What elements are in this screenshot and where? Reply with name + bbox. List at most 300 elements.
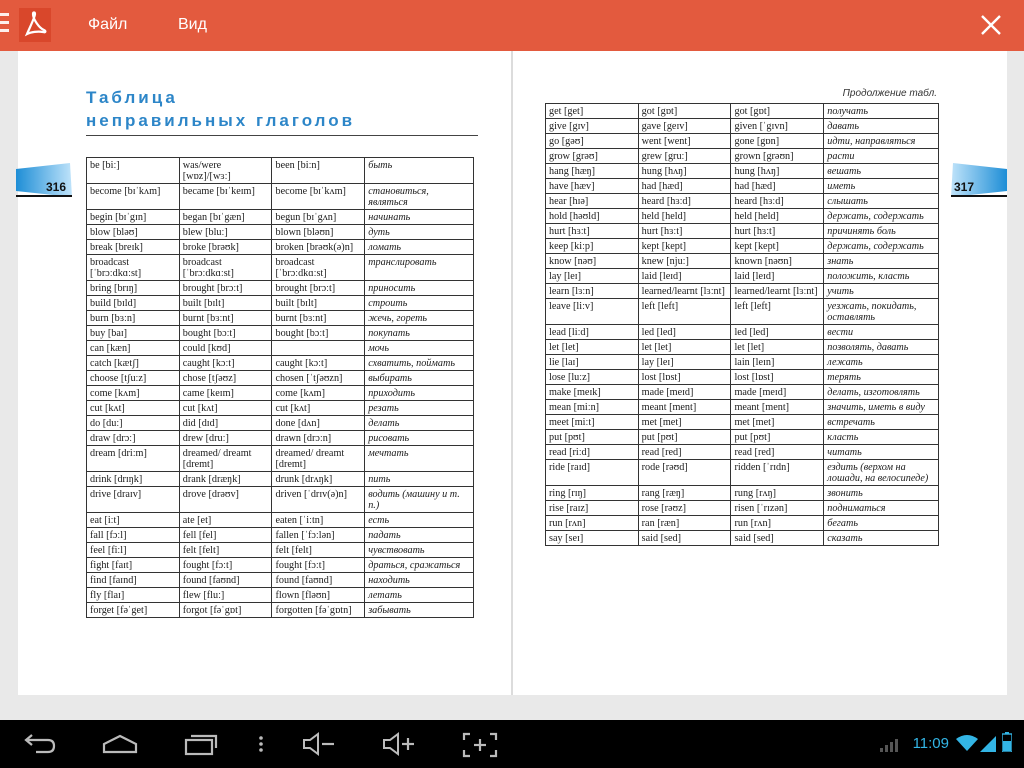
- infinitive-cell: begin [bɪˈgɪn]: [87, 210, 180, 225]
- verb-row: [546, 460, 939, 486]
- past-participle-cell: laid [leɪd]: [731, 269, 824, 284]
- page-number-left: 316: [46, 180, 67, 194]
- translation-cell: падать: [365, 528, 474, 543]
- past-simple-cell: felt [felt]: [179, 543, 272, 558]
- past-simple-cell: heard [hɜːd]: [638, 194, 731, 209]
- past-simple-cell: ate [et]: [179, 513, 272, 528]
- verb-row: [546, 486, 939, 501]
- past-simple-cell: hung [hʌŋ]: [638, 164, 731, 179]
- infinitive-cell: leave [liːv]: [546, 299, 639, 325]
- menu-file[interactable]: Файл: [88, 16, 128, 33]
- infinitive-cell: lay [leɪ]: [546, 269, 639, 284]
- past-participle-cell: driven [ˈdrɪv(ə)n]: [272, 487, 365, 513]
- past-simple-cell: fell [fel]: [179, 528, 272, 543]
- translation-cell: положить, класть: [824, 269, 939, 284]
- translation-cell: жечь, гореть: [365, 311, 474, 326]
- past-simple-cell: built [bɪlt]: [179, 296, 272, 311]
- translation-cell: водить (машину и т. п.): [365, 487, 474, 513]
- past-simple-cell: knew [njuː]: [638, 254, 731, 269]
- infinitive-cell: fall [fɔːl]: [87, 528, 180, 543]
- verb-row: [546, 194, 939, 209]
- infinitive-cell: be [biː]: [87, 158, 180, 184]
- translation-cell: причинять боль: [824, 224, 939, 239]
- past-participle-cell: learned/learnt [lɜːnt]: [731, 284, 824, 299]
- infinitive-cell: hold [həʊld]: [546, 209, 639, 224]
- infinitive-cell: get [get]: [546, 104, 639, 119]
- translation-cell: иметь: [824, 179, 939, 194]
- past-simple-cell: meant [ment]: [638, 400, 731, 415]
- verb-row: [546, 355, 939, 370]
- translation-cell: идти, направляться: [824, 134, 939, 149]
- verb-row: [87, 386, 474, 401]
- translation-cell: чувствовать: [365, 543, 474, 558]
- past-simple-cell: gave [geɪv]: [638, 119, 731, 134]
- infinitive-cell: come [kʌm]: [87, 386, 180, 401]
- past-simple-cell: caught [kɔːt]: [179, 356, 272, 371]
- verb-row: [546, 400, 939, 415]
- translation-cell: ездить (верхом на лошади, на велосипеде): [824, 460, 939, 486]
- signal-icon: [980, 734, 998, 752]
- past-participle-cell: met [met]: [731, 415, 824, 430]
- infinitive-cell: run [rʌn]: [546, 516, 639, 531]
- past-simple-cell: rang [ræŋ]: [638, 486, 731, 501]
- table-title-line1: Таблица: [86, 88, 178, 107]
- infinitive-cell: hear [hɪə]: [546, 194, 639, 209]
- infinitive-cell: give [gɪv]: [546, 119, 639, 134]
- verb-row: [546, 325, 939, 340]
- past-simple-cell: brought [brɔːt]: [179, 281, 272, 296]
- translation-cell: бегать: [824, 516, 939, 531]
- infinitive-cell: learn [lɜːn]: [546, 284, 639, 299]
- verb-row: [87, 240, 474, 255]
- infinitive-cell: make [meɪk]: [546, 385, 639, 400]
- translation-cell: приходить: [365, 386, 474, 401]
- translation-cell: драться, сражаться: [365, 558, 474, 573]
- infinitive-cell: drink [drɪŋk]: [87, 472, 180, 487]
- translation-cell: терять: [824, 370, 939, 385]
- translation-cell: получать: [824, 104, 939, 119]
- wifi-icon: [956, 735, 978, 751]
- past-participle-cell: heard [hɜːd]: [731, 194, 824, 209]
- translation-cell: учить: [824, 284, 939, 299]
- verb-row: [546, 254, 939, 269]
- verb-row: [546, 415, 939, 430]
- translation-cell: строить: [365, 296, 474, 311]
- infinitive-cell: become [bɪˈkʌm]: [87, 184, 180, 210]
- verb-row: [87, 225, 474, 240]
- verb-row: [87, 558, 474, 573]
- past-participle-cell: hung [hʌŋ]: [731, 164, 824, 179]
- infinitive-cell: cut [kʌt]: [87, 401, 180, 416]
- past-participle-cell: hurt [hɜːt]: [731, 224, 824, 239]
- infinitive-cell: build [bɪld]: [87, 296, 180, 311]
- verb-row: [546, 516, 939, 531]
- system-navigation-bar: [0, 720, 1024, 768]
- translation-cell: делать, изготовлять: [824, 385, 939, 400]
- verb-row: [87, 588, 474, 603]
- battery-icon: [1002, 732, 1012, 752]
- translation-cell: держать, содержать: [824, 239, 939, 254]
- past-simple-cell: led [led]: [638, 325, 731, 340]
- menu-view[interactable]: Вид: [178, 16, 207, 33]
- verb-row: [87, 311, 474, 326]
- translation-cell: покупать: [365, 326, 474, 341]
- infinitive-cell: can [kæn]: [87, 341, 180, 356]
- past-participle-cell: known [nəʊn]: [731, 254, 824, 269]
- past-simple-cell: rode [rəʊd]: [638, 460, 731, 486]
- verb-row: [87, 446, 474, 472]
- past-simple-cell: broke [brəʊk]: [179, 240, 272, 255]
- past-participle-cell: come [kʌm]: [272, 386, 365, 401]
- infinitive-cell: have [hæv]: [546, 179, 639, 194]
- past-participle-cell: lain [leɪn]: [731, 355, 824, 370]
- page-number-right: 317: [954, 180, 975, 194]
- past-participle-cell: broken [brəʊk(ə)n]: [272, 240, 365, 255]
- past-simple-cell: dreamed/ dreamt [dremt]: [179, 446, 272, 472]
- verb-row: [87, 158, 474, 184]
- app-toolbar: [0, 0, 1024, 51]
- past-simple-cell: lay [leɪ]: [638, 355, 731, 370]
- infinitive-cell: let [let]: [546, 340, 639, 355]
- past-participle-cell: rung [rʌŋ]: [731, 486, 824, 501]
- translation-cell: делать: [365, 416, 474, 431]
- infinitive-cell: ring [rɪŋ]: [546, 486, 639, 501]
- signal-bars-icon: [880, 736, 902, 752]
- past-participle-cell: held [held]: [731, 209, 824, 224]
- past-participle-cell: fallen [ˈfɔːlən]: [272, 528, 365, 543]
- verb-row: [546, 385, 939, 400]
- translation-cell: держать, содержать: [824, 209, 939, 224]
- infinitive-cell: choose [tʃuːz]: [87, 371, 180, 386]
- translation-cell: уезжать, покидать, оставлять: [824, 299, 939, 325]
- past-participle-cell: become [bɪˈkʌm]: [272, 184, 365, 210]
- past-simple-cell: was/were [wɒz]/[wɜː]: [179, 158, 272, 184]
- verb-row: [87, 184, 474, 210]
- past-simple-cell: read [red]: [638, 445, 731, 460]
- past-participle-cell: cut [kʌt]: [272, 401, 365, 416]
- overflow-menu-icon[interactable]: [256, 730, 266, 758]
- translation-cell: ломать: [365, 240, 474, 255]
- translation-cell: мочь: [365, 341, 474, 356]
- infinitive-cell: do [duː]: [87, 416, 180, 431]
- translation-cell: лежать: [824, 355, 939, 370]
- infinitive-cell: dream [driːm]: [87, 446, 180, 472]
- past-simple-cell: made [meɪd]: [638, 385, 731, 400]
- infinitive-cell: read [riːd]: [546, 445, 639, 460]
- infinitive-cell: hang [hæŋ]: [546, 164, 639, 179]
- verb-row: [87, 281, 474, 296]
- translation-cell: расти: [824, 149, 939, 164]
- past-simple-cell: said [sed]: [638, 531, 731, 546]
- verb-row: [87, 296, 474, 311]
- past-simple-cell: burnt [bɜːnt]: [179, 311, 272, 326]
- past-participle-cell: eaten [ˈiːtn]: [272, 513, 365, 528]
- verb-row: [87, 255, 474, 281]
- past-participle-cell: begun [bɪˈgʌn]: [272, 210, 365, 225]
- verb-row: [87, 326, 474, 341]
- past-simple-cell: put [pʊt]: [638, 430, 731, 445]
- past-participle-cell: chosen [ˈtʃəʊzn]: [272, 371, 365, 386]
- translation-cell: давать: [824, 119, 939, 134]
- past-participle-cell: drawn [drɔːn]: [272, 431, 365, 446]
- translation-cell: быть: [365, 158, 474, 184]
- verb-row: [546, 531, 939, 546]
- translation-cell: вешать: [824, 164, 939, 179]
- verb-row: [546, 134, 939, 149]
- infinitive-cell: buy [baɪ]: [87, 326, 180, 341]
- status-clock: 11:09: [912, 735, 949, 752]
- verb-row: [546, 149, 939, 164]
- past-simple-cell: forgot [fəˈgɒt]: [179, 603, 272, 618]
- verb-row: [87, 431, 474, 446]
- past-participle-cell: built [bɪlt]: [272, 296, 365, 311]
- past-simple-cell: drew [druː]: [179, 431, 272, 446]
- verb-row: [546, 340, 939, 355]
- verb-row: [87, 416, 474, 431]
- infinitive-cell: put [pʊt]: [546, 430, 639, 445]
- infinitive-cell: fly [flaɪ]: [87, 588, 180, 603]
- translation-cell: резать: [365, 401, 474, 416]
- verb-row: [546, 179, 939, 194]
- past-participle-cell: felt [felt]: [272, 543, 365, 558]
- past-simple-cell: drank [dræŋk]: [179, 472, 272, 487]
- past-simple-cell: met [met]: [638, 415, 731, 430]
- past-participle-cell: led [led]: [731, 325, 824, 340]
- translation-cell: выбирать: [365, 371, 474, 386]
- infinitive-cell: find [faɪnd]: [87, 573, 180, 588]
- past-participle-cell: caught [kɔːt]: [272, 356, 365, 371]
- volume-up-icon[interactable]: [380, 730, 418, 758]
- past-participle-cell: kept [kept]: [731, 239, 824, 254]
- infinitive-cell: lead [liːd]: [546, 325, 639, 340]
- translation-cell: класть: [824, 430, 939, 445]
- infinitive-cell: grow [grəʊ]: [546, 149, 639, 164]
- irregular-verbs-table-left: [86, 157, 474, 618]
- past-simple-cell: held [held]: [638, 209, 731, 224]
- pdf-app-logo-icon: [18, 7, 52, 43]
- past-participle-cell: meant [ment]: [731, 400, 824, 415]
- verb-row: [546, 370, 939, 385]
- translation-cell: транслировать: [365, 255, 474, 281]
- past-simple-cell: could [kʊd]: [179, 341, 272, 356]
- past-participle-cell: had [hæd]: [731, 179, 824, 194]
- past-simple-cell: cut [kʌt]: [179, 401, 272, 416]
- past-participle-cell: done [dʌn]: [272, 416, 365, 431]
- verb-row: [546, 239, 939, 254]
- past-simple-cell: ran [ræn]: [638, 516, 731, 531]
- past-simple-cell: had [hæd]: [638, 179, 731, 194]
- past-participle-cell: found [faʊnd]: [272, 573, 365, 588]
- past-participle-cell: burnt [bɜːnt]: [272, 311, 365, 326]
- past-simple-cell: learned/learnt [lɜːnt]: [638, 284, 731, 299]
- infinitive-cell: break [breɪk]: [87, 240, 180, 255]
- verb-row: [546, 430, 939, 445]
- infinitive-cell: drive [draɪv]: [87, 487, 180, 513]
- past-participle-cell: [272, 341, 365, 356]
- translation-cell: начинать: [365, 210, 474, 225]
- infinitive-cell: lose [luːz]: [546, 370, 639, 385]
- verb-row: [87, 513, 474, 528]
- past-participle-cell: drunk [drʌŋk]: [272, 472, 365, 487]
- infinitive-cell: blow [bləʊ]: [87, 225, 180, 240]
- past-participle-cell: flown [fləʊn]: [272, 588, 365, 603]
- translation-cell: значить, иметь в виду: [824, 400, 939, 415]
- past-simple-cell: began [bɪˈgæn]: [179, 210, 272, 225]
- past-participle-cell: got [gɒt]: [731, 104, 824, 119]
- translation-cell: есть: [365, 513, 474, 528]
- translation-cell: находить: [365, 573, 474, 588]
- translation-cell: дуть: [365, 225, 474, 240]
- past-participle-cell: gone [gɒn]: [731, 134, 824, 149]
- past-simple-cell: got [gɒt]: [638, 104, 731, 119]
- infinitive-cell: go [gəʊ]: [546, 134, 639, 149]
- past-simple-cell: fought [fɔːt]: [179, 558, 272, 573]
- title-underline: [86, 135, 478, 136]
- screenshot-icon[interactable]: [460, 730, 500, 758]
- translation-cell: мечтать: [365, 446, 474, 472]
- verb-row: [546, 445, 939, 460]
- past-simple-cell: found [faʊnd]: [179, 573, 272, 588]
- past-simple-cell: went [went]: [638, 134, 731, 149]
- past-participle-cell: left [left]: [731, 299, 824, 325]
- verb-row: [87, 210, 474, 225]
- verb-row: [87, 543, 474, 558]
- translation-cell: приносить: [365, 281, 474, 296]
- home-icon[interactable]: [100, 730, 140, 758]
- infinitive-cell: mean [miːn]: [546, 400, 639, 415]
- past-participle-cell: read [red]: [731, 445, 824, 460]
- infinitive-cell: catch [kætʃ]: [87, 356, 180, 371]
- infinitive-cell: bring [brɪŋ]: [87, 281, 180, 296]
- past-simple-cell: let [let]: [638, 340, 731, 355]
- past-simple-cell: broadcast [ˈbrɔːdkɑːst]: [179, 255, 272, 281]
- infinitive-cell: draw [drɔː]: [87, 431, 180, 446]
- verb-row: [87, 603, 474, 618]
- infinitive-cell: know [nəʊ]: [546, 254, 639, 269]
- infinitive-cell: forget [fəˈget]: [87, 603, 180, 618]
- verb-row: [546, 269, 939, 284]
- infinitive-cell: rise [raɪz]: [546, 501, 639, 516]
- past-participle-cell: forgotten [fəˈgɒtn]: [272, 603, 365, 618]
- translation-cell: вести: [824, 325, 939, 340]
- infinitive-cell: feel [fiːl]: [87, 543, 180, 558]
- verb-row: [87, 487, 474, 513]
- infinitive-cell: eat [iːt]: [87, 513, 180, 528]
- verb-row: [546, 299, 939, 325]
- infinitive-cell: ride [raɪd]: [546, 460, 639, 486]
- past-participle-cell: risen [ˈrɪzən]: [731, 501, 824, 516]
- verb-row: [546, 284, 939, 299]
- infinitive-cell: broadcast [ˈbrɔːdkɑːst]: [87, 255, 180, 281]
- close-icon[interactable]: [980, 14, 1002, 36]
- past-participle-cell: fought [fɔːt]: [272, 558, 365, 573]
- past-participle-cell: lost [lɒst]: [731, 370, 824, 385]
- verb-row: [546, 501, 939, 516]
- translation-cell: летать: [365, 588, 474, 603]
- verb-row: [546, 104, 939, 119]
- verb-row: [87, 573, 474, 588]
- verb-row: [546, 209, 939, 224]
- infinitive-cell: burn [bɜːn]: [87, 311, 180, 326]
- translation-cell: подниматься: [824, 501, 939, 516]
- verb-row: [87, 528, 474, 543]
- past-participle-cell: dreamed/ dreamt [dremt]: [272, 446, 365, 472]
- verb-row: [87, 371, 474, 386]
- translation-cell: становиться, являться: [365, 184, 474, 210]
- irregular-verbs-table-right: [545, 103, 939, 546]
- document-page-right: [513, 51, 1007, 695]
- infinitive-cell: say [seɪ]: [546, 531, 639, 546]
- translation-cell: встречать: [824, 415, 939, 430]
- past-participle-cell: ridden [ˈrɪdn]: [731, 460, 824, 486]
- past-participle-cell: let [let]: [731, 340, 824, 355]
- table-title-line2: неправильных глаголов: [86, 111, 356, 130]
- past-simple-cell: laid [leɪd]: [638, 269, 731, 284]
- past-simple-cell: chose [tʃəʊz]: [179, 371, 272, 386]
- verb-row: [87, 356, 474, 371]
- translation-cell: читать: [824, 445, 939, 460]
- translation-cell: позволять, давать: [824, 340, 939, 355]
- translation-cell: забывать: [365, 603, 474, 618]
- past-simple-cell: did [dɪd]: [179, 416, 272, 431]
- past-participle-cell: put [pʊt]: [731, 430, 824, 445]
- past-participle-cell: broadcast [ˈbrɔːdkɑːst]: [272, 255, 365, 281]
- past-participle-cell: run [rʌn]: [731, 516, 824, 531]
- verb-row: [546, 119, 939, 134]
- past-simple-cell: lost [lɒst]: [638, 370, 731, 385]
- verb-row: [87, 341, 474, 356]
- past-simple-cell: rose [rəʊz]: [638, 501, 731, 516]
- past-simple-cell: blew [bluː]: [179, 225, 272, 240]
- translation-cell: пить: [365, 472, 474, 487]
- document-page-left: [18, 51, 511, 695]
- past-simple-cell: became [bɪˈkeɪm]: [179, 184, 272, 210]
- past-simple-cell: drove [drəʊv]: [179, 487, 272, 513]
- verb-row: [87, 401, 474, 416]
- past-simple-cell: grew [gruː]: [638, 149, 731, 164]
- translation-cell: рисовать: [365, 431, 474, 446]
- verb-row: [546, 224, 939, 239]
- infinitive-cell: meet [miːt]: [546, 415, 639, 430]
- past-simple-cell: bought [bɔːt]: [179, 326, 272, 341]
- volume-down-icon[interactable]: [300, 730, 338, 758]
- translation-cell: звонить: [824, 486, 939, 501]
- past-participle-cell: made [meɪd]: [731, 385, 824, 400]
- table-continued-label: Продолжение табл.: [842, 88, 937, 99]
- past-simple-cell: kept [kept]: [638, 239, 731, 254]
- past-participle-cell: blown [bləʊn]: [272, 225, 365, 240]
- past-simple-cell: hurt [hɜːt]: [638, 224, 731, 239]
- infinitive-cell: fight [faɪt]: [87, 558, 180, 573]
- infinitive-cell: lie [laɪ]: [546, 355, 639, 370]
- recent-apps-icon[interactable]: [182, 730, 220, 758]
- past-participle-cell: brought [brɔːt]: [272, 281, 365, 296]
- translation-cell: слышать: [824, 194, 939, 209]
- back-icon[interactable]: [22, 730, 58, 758]
- past-participle-cell: bought [bɔːt]: [272, 326, 365, 341]
- past-participle-cell: been [biːn]: [272, 158, 365, 184]
- past-participle-cell: said [sed]: [731, 531, 824, 546]
- past-participle-cell: given [ˈgɪvn]: [731, 119, 824, 134]
- translation-cell: сказать: [824, 531, 939, 546]
- past-participle-cell: grown [grəʊn]: [731, 149, 824, 164]
- drawer-icon[interactable]: [0, 13, 10, 37]
- past-simple-cell: came [keɪm]: [179, 386, 272, 401]
- verb-row: [87, 472, 474, 487]
- translation-cell: знать: [824, 254, 939, 269]
- translation-cell: схватить, поймать: [365, 356, 474, 371]
- verb-row: [546, 164, 939, 179]
